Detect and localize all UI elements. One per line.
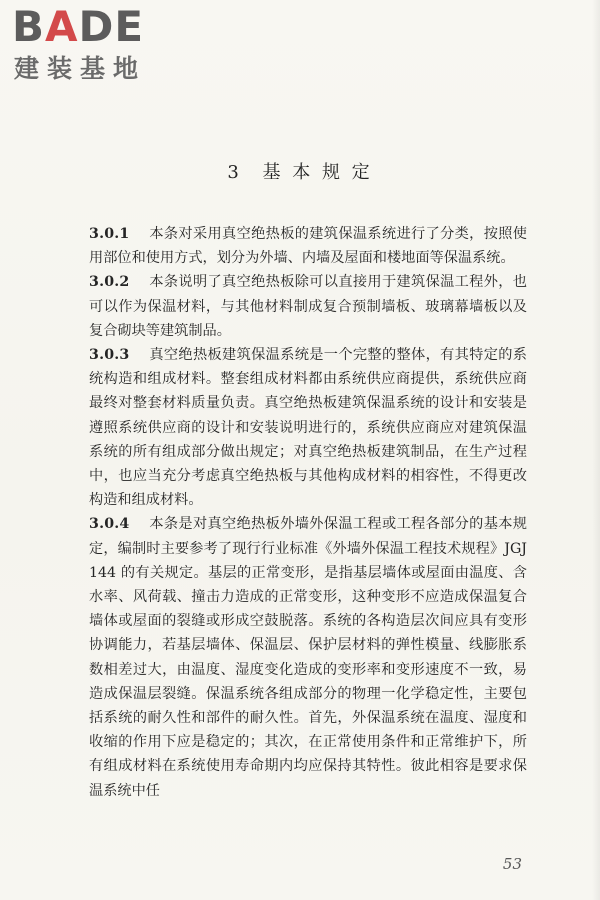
logo-subtitle: 建装基地 [14,54,147,83]
paragraph-3-0-3 [89,343,527,512]
chapter-heading [0,158,600,184]
page-number: 53 [502,855,522,873]
logo-wordmark [12,2,145,51]
paragraph-3-0-4 [89,512,527,802]
paragraph-text: 本条对采用真空绝热板的建筑保温系统进行了分类，按照使用部位和使用方式，划分为外墙、内墙及屋面和楼地面等保温系统。 [89,226,527,267]
logo-letters-de: DE [78,2,145,51]
chapter-number: 3 [227,162,242,183]
paragraph-number: 3.0.4 [89,516,130,533]
page-edge-shadow [592,0,600,900]
chapter-title: 基 本 规 定 [262,162,373,183]
paragraph-text: 本条是对真空绝热板外墙外保温工程或工程各部分的基本规定，编制时主要参考了现行行业标准《外墙外保温工程技术规程》JGJ 144 的有关规定。基层的正常变形，是指基层墙体或屋面由温度、含水率、风荷载、撞击力造成的正常变形，这种变形不应造成保温复合墙体或屋面的裂缝或形成空鼓脱落。系统的各构造层次间应具有变形协调能力，若基层墙体、保温层、保护层材料的弹性模量、线膨胀系数相差过大，由温度、湿度变化造成的变形率和变形速度不一致，易造成保温层裂缝。保温系统各组成部分的物理一化学稳定性，主要包括系统的耐久性和部件的耐久性。首先，外保温系统在温度、湿度和收缩的作用下应是稳定的；其次，在正常使用条件和正常维护下，所有组成材料在系统使用寿命期内均应保持其特性。彼此相容是要求保温系统中任 [89,516,527,799]
brand-logo [12,2,192,100]
paragraph-3-0-1 [89,222,527,270]
paragraph-3-0-2 [89,270,527,343]
document-body [89,222,527,803]
paragraph-number: 3.0.2 [89,274,130,291]
paragraph-number: 3.0.3 [89,347,130,364]
paragraph-number: 3.0.1 [89,226,130,242]
paragraph-text: 真空绝热板建筑保温系统是一个完整的整体，有其特定的系统构造和组成材料。整套组成材料都由系统供应商提供，系统供应商最终对整套材料质量负责。真空绝热板建筑保温系统的设计和安装是遵照系统供应商的设计和安装说明进行的，系统供应商应对建筑保温系统的所有组成部分做出规定；对真空绝热板建筑制品，在生产过程中，也应当充分考虑真空绝热板与其他构成材料的相容性，不得更改构造和组成材料。 [89,347,527,509]
logo-letter-b: B [12,2,46,51]
logo-letter-a: A [45,2,79,51]
paragraph-text: 本条说明了真空绝热板除可以直接用于建筑保温工程外，也可以作为保温材料，与其他材料制成复合预制墙板、玻璃幕墙板以及复合砌块等建筑制品。 [89,274,527,339]
